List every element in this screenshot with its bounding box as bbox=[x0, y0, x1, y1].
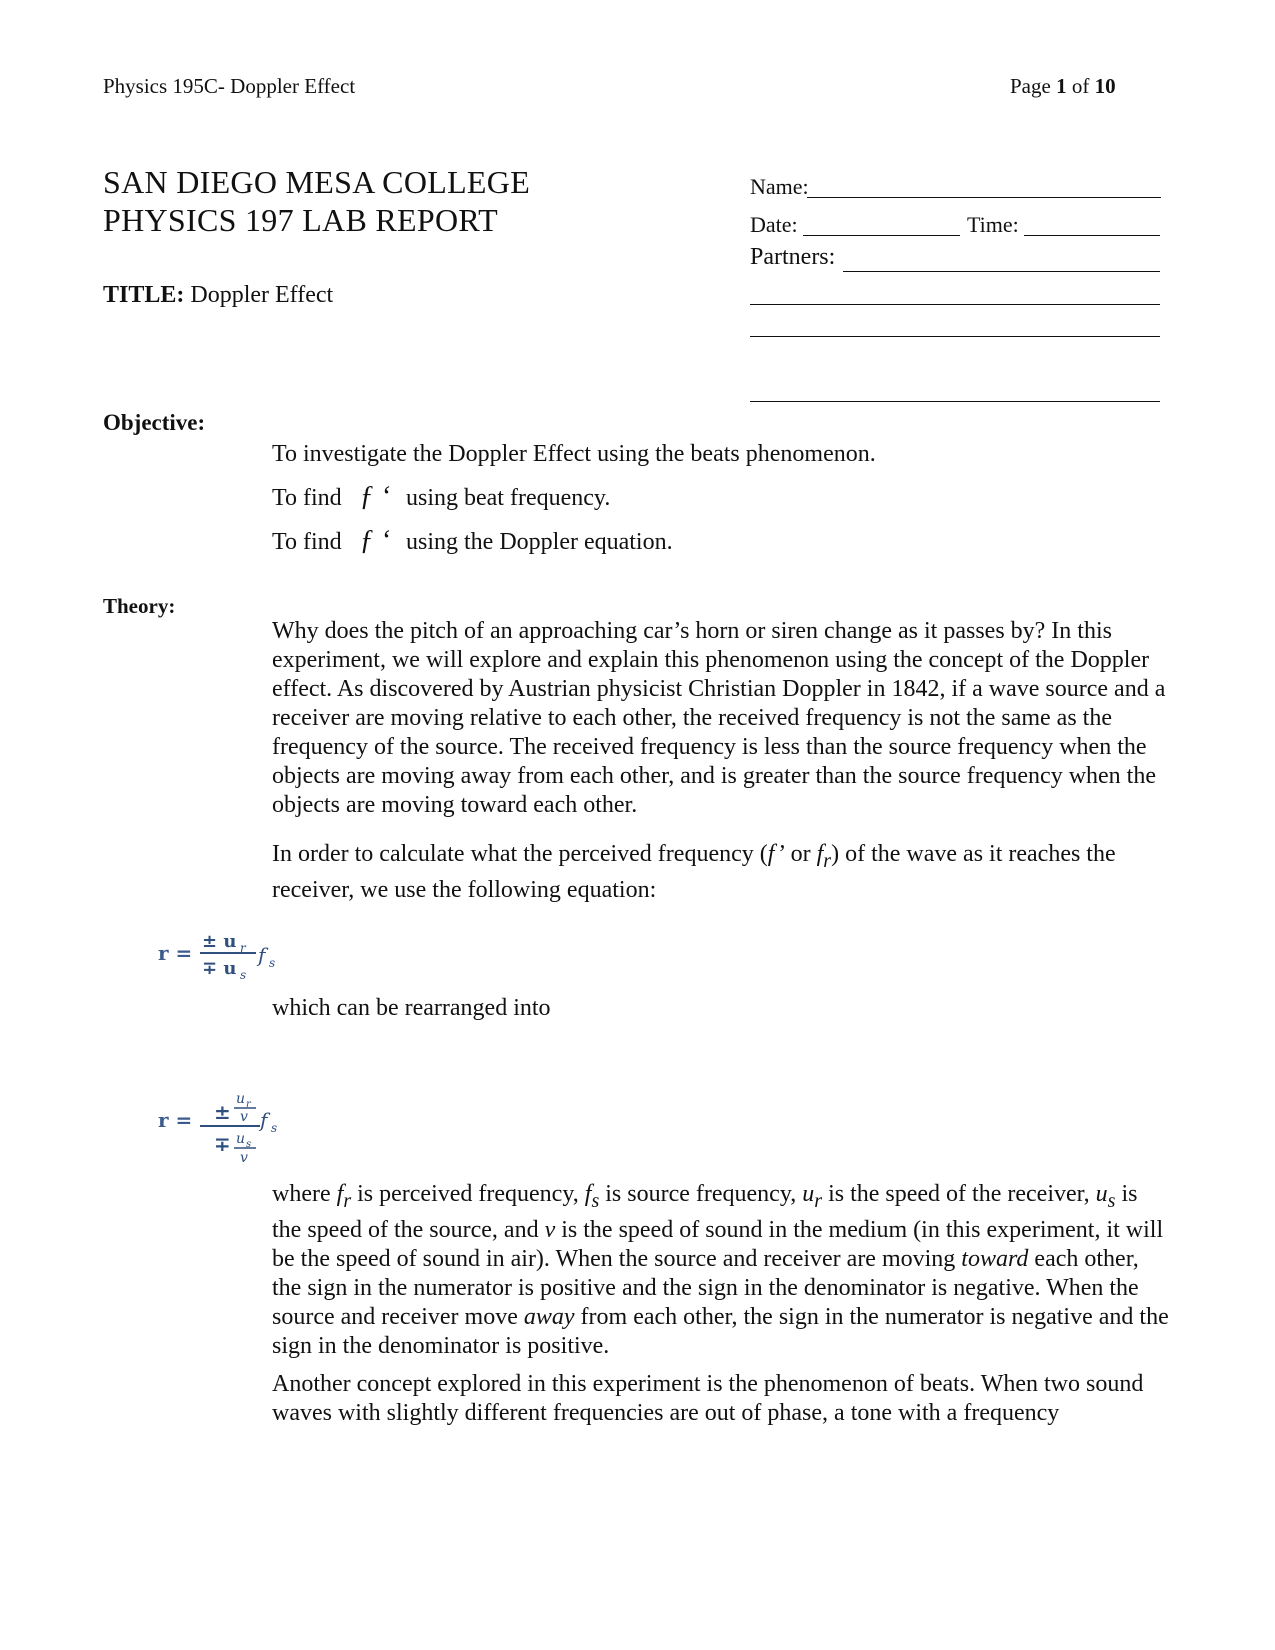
name-field[interactable] bbox=[807, 197, 1161, 198]
of-word: of bbox=[1071, 74, 1090, 98]
text-run: is the speed of sound in the medium (in this experiment, it will be the speed of sound in air). When the source and receiver are moving bbox=[272, 1216, 1164, 1272]
doppler-equation bbox=[156, 920, 296, 990]
theory-paragraph-2 bbox=[272, 840, 1172, 905]
equation-lhs: r = bbox=[158, 1108, 193, 1132]
title-label: TITLE: bbox=[103, 282, 185, 308]
partners-label: Partners: bbox=[750, 244, 836, 270]
equation-lhs: r = bbox=[158, 941, 193, 965]
objective-line-2 bbox=[272, 481, 610, 513]
page-indicator bbox=[1010, 74, 1116, 99]
f-prime-symbol: ƒ ‘ bbox=[359, 525, 390, 556]
page-word: Page bbox=[1010, 74, 1051, 98]
num-pm: ± bbox=[214, 1100, 231, 1124]
v-symbol: v bbox=[544, 1216, 556, 1243]
time-field[interactable] bbox=[1024, 235, 1160, 236]
f-s-symbol: f bbox=[584, 1181, 592, 1207]
paragraph-text: Another concept explored in this experiment is the phenomenon of beats. When two sound waves with slightly different frequencies are out of phase, a tone with a frequency bbox=[272, 1371, 1144, 1426]
partners-field-3[interactable] bbox=[750, 336, 1160, 337]
subscript-r: r bbox=[823, 849, 832, 872]
rearranged-text: which can be rearranged into bbox=[272, 995, 551, 1021]
num-sub: r bbox=[246, 1099, 251, 1110]
num-v: v bbox=[240, 1109, 248, 1125]
theory-paragraph-1 bbox=[272, 617, 1172, 820]
den-v: v bbox=[240, 1150, 248, 1166]
equation-tail: f bbox=[260, 1108, 268, 1132]
f-prime: f’ bbox=[767, 841, 785, 867]
lab-title bbox=[103, 282, 333, 309]
theory-heading: Theory: bbox=[103, 594, 176, 618]
f-prime-symbol: ƒ ‘ bbox=[359, 481, 390, 512]
u-r-symbol: u bbox=[802, 1181, 815, 1207]
college-name: SAN DIEGO MESA COLLEGE bbox=[103, 164, 531, 200]
num-u: u bbox=[236, 1091, 246, 1107]
den-sub: s bbox=[246, 1139, 252, 1150]
page-number: 1 bbox=[1056, 74, 1067, 98]
den-u: u bbox=[236, 1131, 246, 1147]
equation-graphic bbox=[156, 920, 296, 990]
text-run: or bbox=[784, 841, 817, 867]
theory-paragraph-4 bbox=[272, 1370, 1172, 1428]
partners-field-4[interactable] bbox=[750, 401, 1160, 402]
objective-line-1: To investigate the Doppler Effect using the beats phenomenon. bbox=[272, 441, 876, 467]
equation-graphic bbox=[156, 1085, 296, 1175]
paragraph-text bbox=[272, 840, 1172, 905]
name-label: Name: bbox=[750, 174, 809, 199]
subscript-s: s bbox=[591, 1189, 600, 1212]
u-s-symbol: u bbox=[1095, 1181, 1108, 1207]
text-run: from each other, the sign in the numerator is negative and the sign in the denominator is positive. bbox=[272, 1303, 1169, 1359]
objective-line-3-post: using the Doppler equation. bbox=[405, 529, 673, 555]
paragraph-text bbox=[272, 1180, 1172, 1361]
subscript-s: s bbox=[1107, 1189, 1116, 1212]
subscript-r: r bbox=[814, 1189, 823, 1212]
objective-line-3-pre: To find bbox=[272, 529, 342, 555]
paragraph-text: Why does the pitch of an approaching car’s horn or siren change as it passes by? In this experiment, we will explore and explain this phenomenon using the concept of the Doppler effect. As discovered by Austrian physicist Christian Doppler in 1842, if a wave source and a receiver are moving relative to each other, the received frequency is not the same as the frequency of the source. The received frequency is less than the source frequency when the objects are moving away from each other, and is greater than the source frequency when the objects are moving toward each other. bbox=[272, 618, 1166, 818]
objective-line-2-post: using beat frequency. bbox=[405, 485, 611, 511]
theory-paragraph-3 bbox=[272, 1180, 1172, 1361]
title-value: Doppler Effect bbox=[190, 282, 334, 308]
objective-heading: Objective: bbox=[103, 410, 206, 435]
equation-den-sub: s bbox=[240, 968, 247, 982]
text-run: is perceived frequency, bbox=[351, 1181, 585, 1207]
equation-tail-sub: s bbox=[269, 956, 276, 970]
time-label: Time: bbox=[967, 212, 1019, 237]
partners-field-2[interactable] bbox=[750, 304, 1160, 305]
equation-tail-sub: s bbox=[271, 1121, 278, 1135]
partners-field[interactable] bbox=[843, 271, 1160, 272]
subscript-r: r bbox=[343, 1189, 352, 1212]
page-total: 10 bbox=[1094, 74, 1116, 98]
doppler-equation-rearranged bbox=[156, 1085, 296, 1175]
objective-line-3 bbox=[272, 525, 673, 557]
objective-line-2-pre: To find bbox=[272, 485, 342, 511]
date-label: Date: bbox=[750, 212, 798, 237]
den-pm: ∓ bbox=[214, 1132, 231, 1156]
running-header-title: Physics 195C- Doppler Effect bbox=[103, 74, 356, 98]
date-field[interactable] bbox=[803, 235, 960, 236]
equation-numerator: ± u bbox=[202, 931, 237, 952]
text-run: is the speed of the source, and bbox=[272, 1181, 1138, 1243]
text-run: is source frequency, bbox=[599, 1181, 803, 1207]
report-title: PHYSICS 197 LAB REPORT bbox=[103, 202, 498, 238]
emphasis-toward: toward bbox=[961, 1245, 1029, 1272]
text-run: ) of the wave as it reaches the receiver, we use the following equation: bbox=[272, 841, 1116, 903]
text-run: each other, the sign in the numerator is positive and the sign in the denominator is negative. When the source and receiver move bbox=[272, 1245, 1139, 1330]
f-r-symbol: f bbox=[336, 1181, 344, 1207]
equation-num-sub: r bbox=[240, 941, 246, 955]
equation-denominator: ∓ u bbox=[202, 958, 237, 979]
equation-tail: f bbox=[258, 943, 266, 967]
emphasis-away: away bbox=[523, 1303, 575, 1330]
text-run: where bbox=[272, 1181, 337, 1207]
text-run: In order to calculate what the perceived frequency ( bbox=[272, 841, 768, 867]
f-r-symbol: f bbox=[816, 841, 824, 867]
text-run: is the speed of the receiver, bbox=[822, 1181, 1096, 1207]
